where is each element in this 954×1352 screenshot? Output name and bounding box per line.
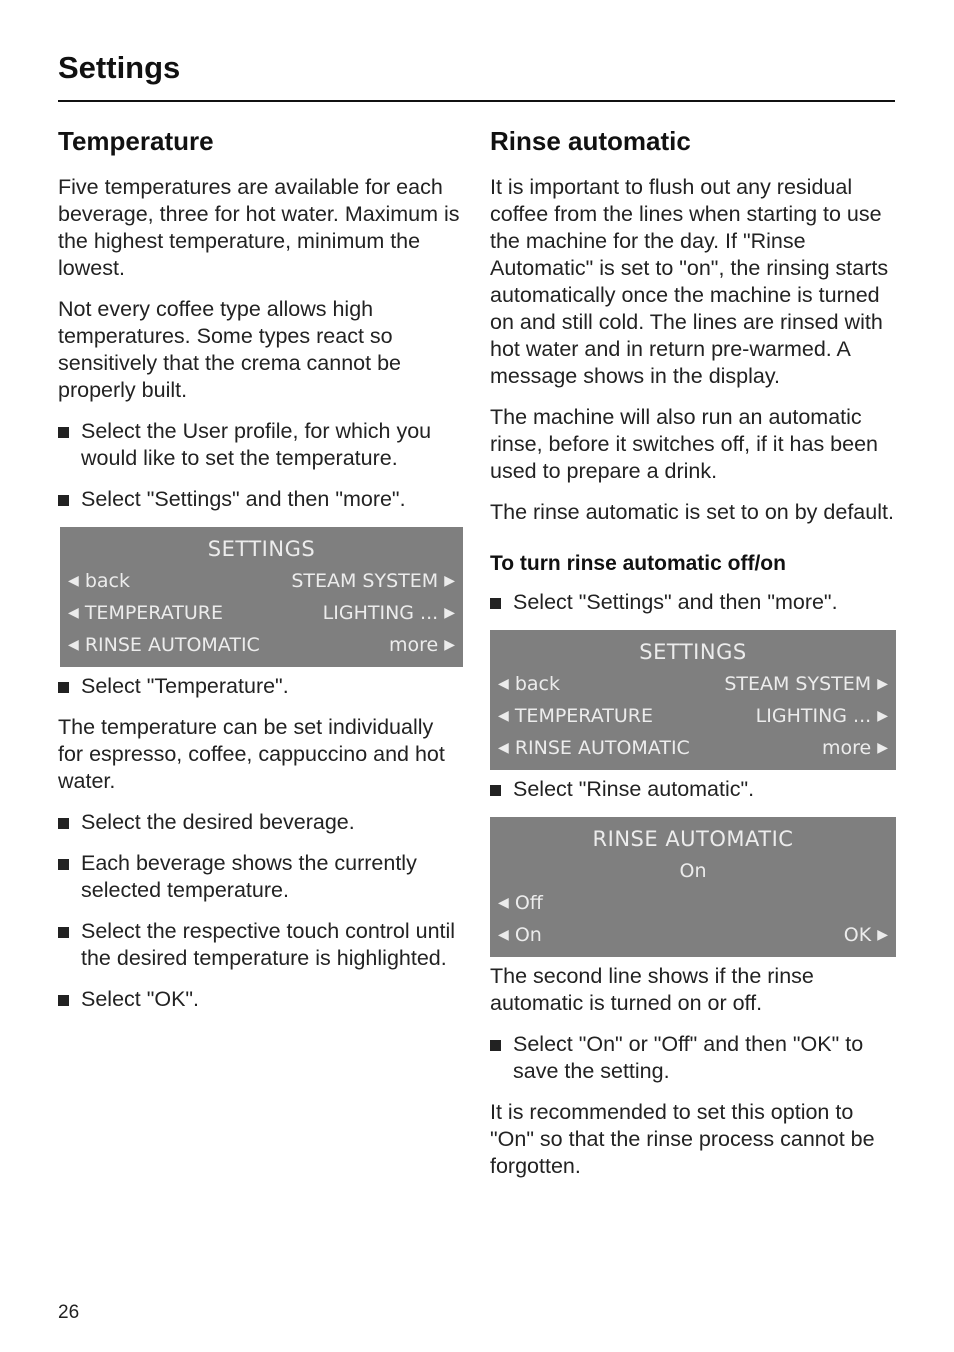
display-option-steam-system (724, 668, 888, 700)
list-item-text: Select "Settings" and then "more". (513, 590, 838, 614)
display-option-label: more (388, 634, 439, 656)
list-item-text: Select "Settings" and then "more". (81, 487, 406, 511)
title-divider (58, 100, 895, 102)
display-option-label: RINSE AUTOMATIC (84, 634, 260, 656)
list-item-text: Select the User profile, for which you would like to set the temperature. (81, 419, 432, 470)
rinse-paragraph-5: It is recommended to set this option to "On" so that the rinse process cannot be forgotten. (490, 1100, 875, 1178)
list-item (490, 1031, 895, 1085)
arrow-left-icon: ◀ (68, 605, 79, 621)
arrow-left-icon: ◀ (498, 708, 509, 724)
bullet-square-icon (490, 785, 501, 796)
display-option-temperature (498, 700, 653, 732)
temperature-paragraph-1: Five temperatures are available for each beverage, three for hot water. Maximum is the highest temperature, minimum the lowest. (58, 175, 460, 280)
list-item-text: Select "Rinse automatic". (513, 777, 755, 801)
list-item (58, 809, 463, 836)
display-option-label: STEAM SYSTEM (291, 570, 439, 592)
display-option-rinse-automatic (498, 732, 690, 764)
list-item (58, 418, 463, 472)
display-option-label: On (514, 924, 542, 946)
display-row (498, 700, 888, 732)
arrow-left-icon: ◀ (498, 927, 509, 943)
display-option-rinse-automatic (68, 629, 260, 661)
rinse-paragraph-3: The rinse automatic is set to on by default. (490, 500, 894, 524)
display-option-temperature (68, 597, 223, 629)
rinse-paragraph-4: The second line shows if the rinse automatic is turned on or off. (490, 964, 814, 1015)
display-row (498, 887, 888, 919)
page-number: 26 (58, 1302, 80, 1323)
bullet-square-icon (58, 682, 69, 693)
display-option-more (389, 629, 455, 661)
rinse-heading: Rinse automatic (490, 126, 691, 156)
display-option-label: back (84, 570, 130, 592)
temperature-paragraph-3: The temperature can be set individually for espresso, coffee, cappuccino and hot water. (58, 715, 445, 793)
right-column (490, 124, 895, 1194)
list-item-text: Each beverage shows the currently selected temperature. (81, 851, 417, 902)
list-item-text: Select the respective touch control until the desired temperature is highlighted. (81, 919, 456, 970)
temperature-paragraph-2: Not every coffee type allows high temperatures. Some types react so sensitively that the crema cannot be properly built. (58, 297, 401, 402)
display-option-label: RINSE AUTOMATIC (514, 737, 690, 759)
arrow-right-icon: ▶ (877, 740, 888, 756)
list-item-text: Select "OK". (81, 987, 200, 1011)
display-option-label: LIGHTING ... (322, 602, 439, 624)
arrow-left-icon: ◀ (498, 895, 509, 911)
arrow-right-icon: ▶ (444, 605, 455, 621)
bullet-square-icon (58, 859, 69, 870)
display-option-label: STEAM SYSTEM (724, 673, 872, 695)
display-option-back (498, 668, 560, 700)
rinse-paragraph-1: It is important to flush out any residual coffee from the lines when starting to use the machine for the day. If "Rinse Automatic" is set to "on", the rinsing starts automatically once the machine is turned on and still cold. The lines are rinsed with hot water and in return pre-warmed. A message shows in the display. (490, 175, 889, 388)
list-item (58, 986, 463, 1013)
display-option-label: Off (514, 892, 543, 914)
bullet-square-icon (58, 927, 69, 938)
rinse-paragraph-2: The machine will also run an automatic rinse, before it switches off, if it has been used to prepare a drink. (490, 405, 878, 483)
arrow-right-icon: ▶ (444, 573, 455, 589)
list-item (490, 776, 895, 803)
bullet-square-icon (58, 818, 69, 829)
left-column (58, 124, 463, 1027)
bullet-square-icon (58, 495, 69, 506)
display-row (68, 629, 455, 661)
display-option-back (68, 565, 130, 597)
display-option-lighting (323, 597, 455, 629)
display-option-label: back (514, 673, 560, 695)
display-status: On (679, 860, 707, 882)
list-item-text: Select "On" or "Off" and then "OK" to save the setting. (513, 1032, 864, 1083)
display-option-off (498, 887, 543, 919)
display-row (498, 668, 888, 700)
bullet-square-icon (490, 598, 501, 609)
display-title: RINSE AUTOMATIC (592, 827, 794, 851)
list-item-text: Select "Temperature". (81, 674, 289, 698)
display-option-lighting (756, 700, 888, 732)
arrow-right-icon: ▶ (877, 676, 888, 692)
display-option-on (498, 919, 542, 951)
arrow-right-icon: ▶ (444, 637, 455, 653)
list-item (58, 918, 463, 972)
display-option-label: TEMPERATURE (514, 705, 653, 727)
arrow-right-icon: ▶ (877, 708, 888, 724)
settings-display (490, 630, 896, 770)
page-title: Settings (58, 50, 181, 85)
rinse-automatic-display (490, 817, 896, 957)
list-item-text: Select the desired beverage. (81, 810, 355, 834)
display-option-label: TEMPERATURE (84, 602, 223, 624)
arrow-left-icon: ◀ (498, 676, 509, 692)
display-option-label: more (821, 737, 872, 759)
list-item (58, 486, 463, 513)
arrow-left-icon: ◀ (68, 573, 79, 589)
display-option-more (822, 732, 888, 764)
display-option-steam-system (291, 565, 455, 597)
temperature-heading: Temperature (58, 126, 214, 156)
display-title: SETTINGS (639, 640, 747, 664)
display-row (498, 919, 888, 951)
display-row (498, 732, 888, 764)
display-row (68, 565, 455, 597)
list-item (58, 850, 463, 904)
bullet-square-icon (58, 995, 69, 1006)
display-option-label: LIGHTING ... (755, 705, 872, 727)
arrow-left-icon: ◀ (498, 740, 509, 756)
arrow-left-icon: ◀ (68, 637, 79, 653)
settings-display (60, 527, 463, 667)
rinse-subheading: To turn rinse automatic off/on (490, 552, 786, 575)
list-item (490, 589, 895, 616)
display-option-ok (844, 919, 888, 951)
bullet-square-icon (490, 1040, 501, 1051)
list-item (58, 673, 463, 700)
display-option-label: OK (843, 924, 872, 946)
display-row (68, 597, 455, 629)
bullet-square-icon (58, 427, 69, 438)
arrow-right-icon: ▶ (877, 927, 888, 943)
display-title: SETTINGS (207, 537, 316, 561)
